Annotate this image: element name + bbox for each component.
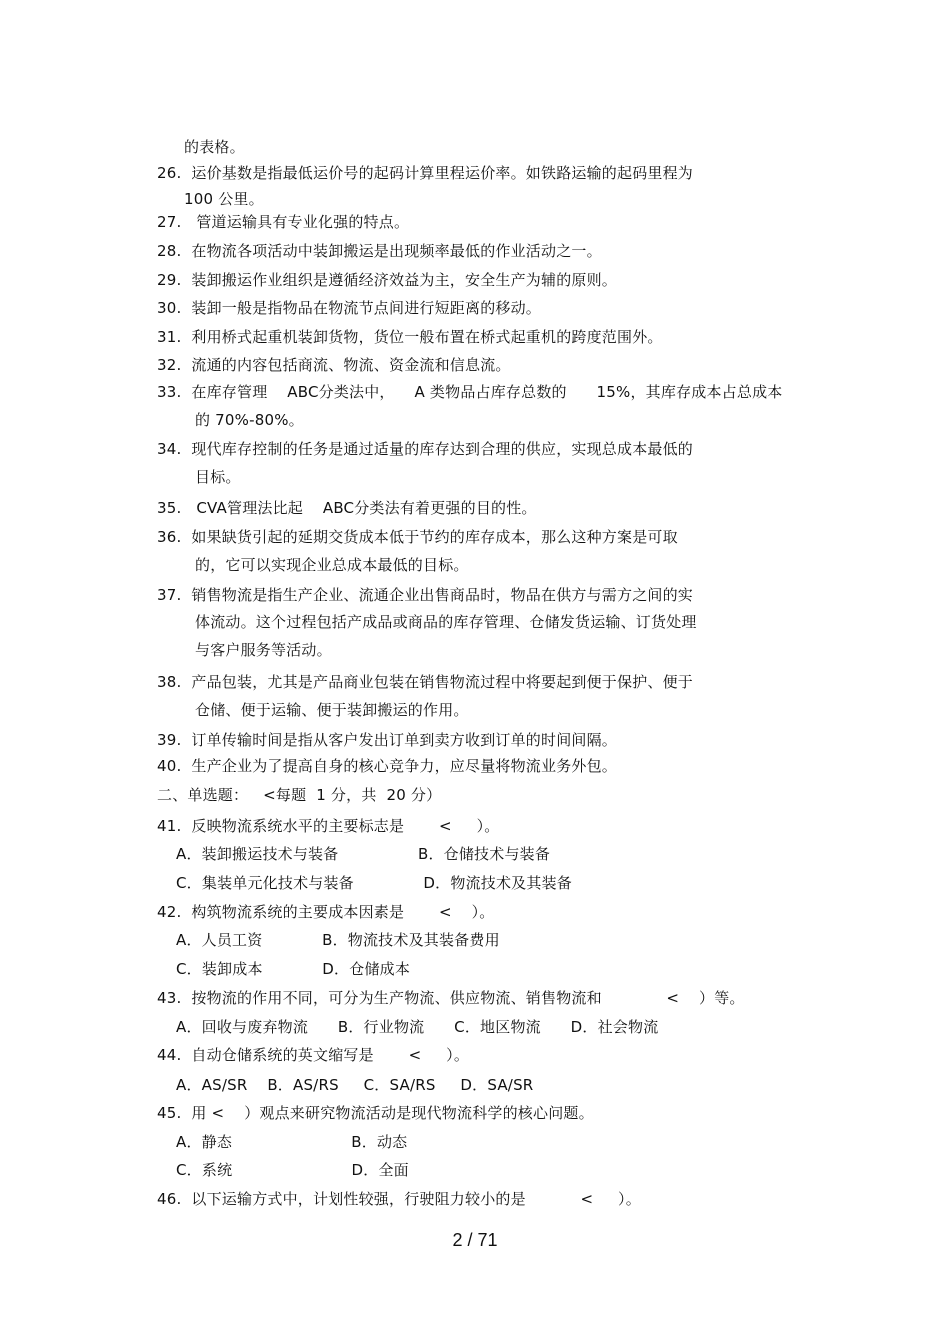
text-line: 目标。 bbox=[195, 468, 241, 486]
options-line: A．回收与废弃物流 B．行业物流 C．地区物流 D．社会物流 bbox=[176, 1018, 659, 1036]
item-34: 34. 现代库存控制的任务是通过适量的库存达到合理的供应，实现总成本最低的 bbox=[157, 440, 693, 458]
options-line: C．装卸成本 D．仓储成本 bbox=[176, 960, 411, 978]
item-44: 44. 自动仓储系统的英文缩写是 < ）。 bbox=[157, 1046, 470, 1064]
item-38: 38. 产品包装，尤其是产品商业包装在销售物流过程中将要起到便于保护、便于 bbox=[157, 673, 693, 691]
text-line: 的 70%-80%。 bbox=[195, 411, 304, 429]
item-31: 31. 利用桥式起重机装卸货物，货位一般布置在桥式起重机的跨度范围外。 bbox=[157, 328, 663, 346]
item-41: 41. 反映物流系统水平的主要标志是 < ）。 bbox=[157, 817, 500, 835]
options-line: A．人员工资 B．物流技术及其装备费用 bbox=[176, 931, 500, 949]
text-line: 仓储、便于运输、便于装卸搬运的作用。 bbox=[195, 701, 469, 719]
item-40: 40. 生产企业为了提高自身的核心竞争力，应尽量将物流业务外包。 bbox=[157, 757, 617, 775]
item-46: 46. 以下运输方式中，计划性较强，行驶阻力较小的是 < ）。 bbox=[157, 1190, 641, 1208]
item-35: 35. CVA管理法比起 ABC分类法有着更强的目的性。 bbox=[157, 499, 537, 517]
text-line: 体流动。这个过程包括产成品或商品的库存管理、仓储发货运输、订货处理 bbox=[195, 613, 697, 631]
item-43: 43. 按物流的作用不同，可分为生产物流、供应物流、销售物流和 < ）等。 bbox=[157, 989, 745, 1007]
page-number: 2 / 71 bbox=[452, 1230, 498, 1250]
item-37: 37. 销售物流是指生产企业、流通企业出售商品时，物品在供方与需方之间的实 bbox=[157, 586, 693, 604]
text-line: 的，它可以实现企业总成本最低的目标。 bbox=[195, 556, 469, 574]
item-33: 33. 在库存管理 ABC分类法中， A 类物品占库存总数的 15%，其库存成本占总成本 bbox=[157, 383, 783, 401]
item-42: 42. 构筑物流系统的主要成本因素是 < ）。 bbox=[157, 903, 495, 921]
text-line: 的表格。 bbox=[184, 138, 245, 156]
item-45: 45. 用 < ）观点来研究物流活动是现代物流科学的核心问题。 bbox=[157, 1104, 594, 1122]
item-30: 30. 装卸一般是指物品在物流节点间进行短距离的移动。 bbox=[157, 299, 541, 317]
options-line: A．装卸搬运技术与装备 B．仓储技术与装备 bbox=[176, 845, 551, 863]
options-line: C．系统 D．全面 bbox=[176, 1161, 409, 1179]
item-26: 26. 运价基数是指最低运价号的起码计算里程运价率。如铁路运输的起码里程为 bbox=[157, 164, 693, 182]
section-heading: 二、单选题： <每题 1 分，共 20 分） bbox=[157, 786, 442, 804]
item-32: 32. 流通的内容包括商流、物流、资金流和信息流。 bbox=[157, 356, 511, 374]
options-line: C．集装单元化技术与装备 D．物流技术及其装备 bbox=[176, 874, 572, 892]
item-29: 29. 装卸搬运作业组织是遵循经济效益为主，安全生产为辅的原则。 bbox=[157, 271, 617, 289]
item-36: 36. 如果缺货引起的延期交货成本低于节约的库存成本，那么这种方案是可取 bbox=[157, 528, 678, 546]
text-line: 100 公里。 bbox=[184, 190, 264, 208]
item-39: 39. 订单传输时间是指从客户发出订单到卖方收到订单的时间间隔。 bbox=[157, 731, 617, 749]
item-27: 27. 管道运输具有专业化强的特点。 bbox=[157, 213, 410, 231]
text-line: 与客户服务等活动。 bbox=[195, 641, 332, 659]
options-line: A．静态 B．动态 bbox=[176, 1133, 408, 1151]
options-line: A．AS/SR B．AS/RS C．SA/RS D．SA/SR bbox=[176, 1076, 534, 1094]
item-28: 28. 在物流各项活动中装卸搬运是出现频率最低的作业活动之一。 bbox=[157, 242, 602, 260]
